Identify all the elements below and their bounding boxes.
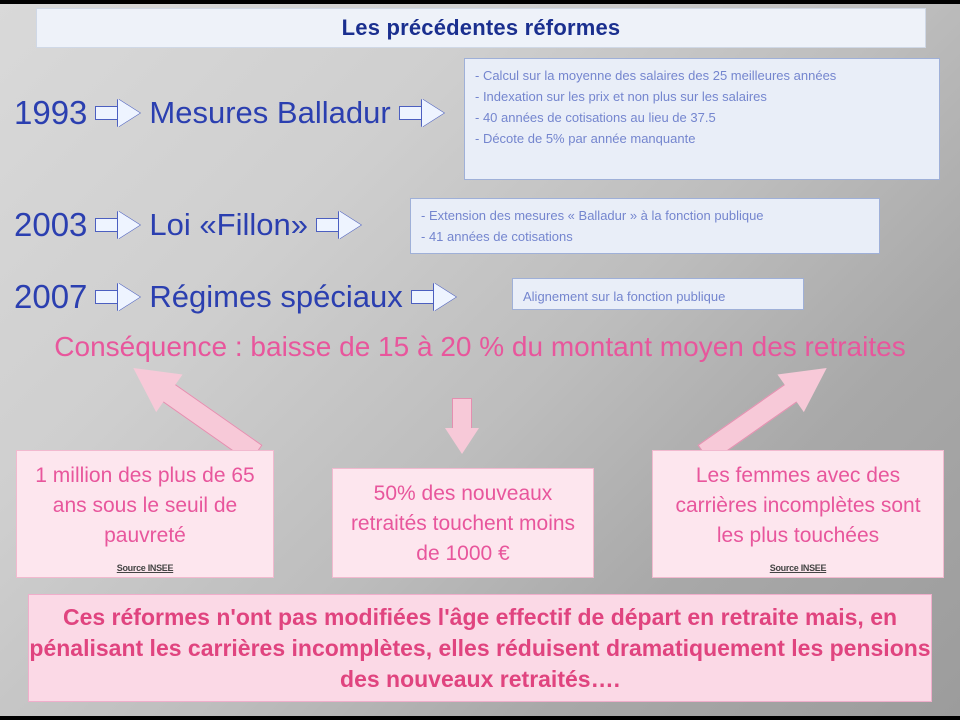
outcome-text: 1 million des plus de 65 ans sous le seuil de pauvreté: [35, 464, 255, 547]
reform-name: Loi «Fillon»: [149, 207, 308, 242]
conclusion-box: [28, 594, 932, 702]
arrow-down-icon: [445, 398, 479, 454]
detail-line: - Calcul sur la moyenne des salaires des 25 meilleures années: [475, 68, 837, 83]
reform-name: Mesures Balladur: [149, 95, 391, 130]
detail-line: - 41 années de cotisations: [421, 229, 573, 244]
slide-title-bar: [36, 8, 926, 48]
detail-line: - 40 années de cotisations au lieu de 37.5: [475, 110, 716, 125]
reform-details-2003: [410, 198, 880, 254]
source-label: Source INSEE: [116, 563, 174, 573]
consequence-text: Conséquence : baisse de 15 à 20 % du montant moyen des retraites: [54, 331, 906, 362]
letterbox-bottom: [0, 716, 960, 720]
detail-line: - Décote de 5% par année manquante: [475, 131, 696, 146]
outcome-text: 50% des nouveaux retraités touchent moins de 1000 €: [350, 482, 576, 565]
reform-row-2007: [14, 278, 465, 316]
arrow-right-icon: [95, 283, 141, 311]
detail-line: - Extension des mesures « Balladur » à la fonction publique: [421, 208, 764, 223]
arrow-right-icon: [316, 211, 362, 239]
conclusion-text: Ces réformes n'ont pas modifiées l'âge effectif de départ en retraite mais, en pénalisant les carrières incomplètes, elles réduisent dramatiquement les pensions des nouveaux retraités….: [29, 603, 931, 692]
arrow-right-icon: [95, 211, 141, 239]
outcome-box-3: [652, 450, 944, 578]
reform-details-2007: [512, 278, 804, 310]
detail-line: - Indexation sur les prix et non plus sur les salaires: [475, 89, 767, 104]
outcome-box-1: [16, 450, 274, 578]
arrow-right-icon: [399, 99, 445, 127]
source-label: Source INSEE: [769, 563, 827, 573]
outcome-box-2: [332, 468, 594, 578]
letterbox-top: [0, 0, 960, 4]
reform-name: Régimes spéciaux: [149, 279, 403, 314]
detail-line: Alignement sur la fonction publique: [523, 289, 726, 304]
page-title: Les précédentes réformes: [341, 15, 621, 40]
outcome-text: Les femmes avec des carrières incomplètes sont les plus touchées: [675, 464, 921, 547]
reform-row-2003: [14, 206, 370, 244]
reform-details-1993: [464, 58, 940, 180]
arrow-right-icon: [411, 283, 457, 311]
reform-year: 2007: [14, 278, 88, 315]
arrow-right-icon: [95, 99, 141, 127]
reform-year: 1993: [14, 94, 88, 131]
reform-row-1993: [14, 94, 453, 132]
reform-year: 2003: [14, 206, 88, 243]
